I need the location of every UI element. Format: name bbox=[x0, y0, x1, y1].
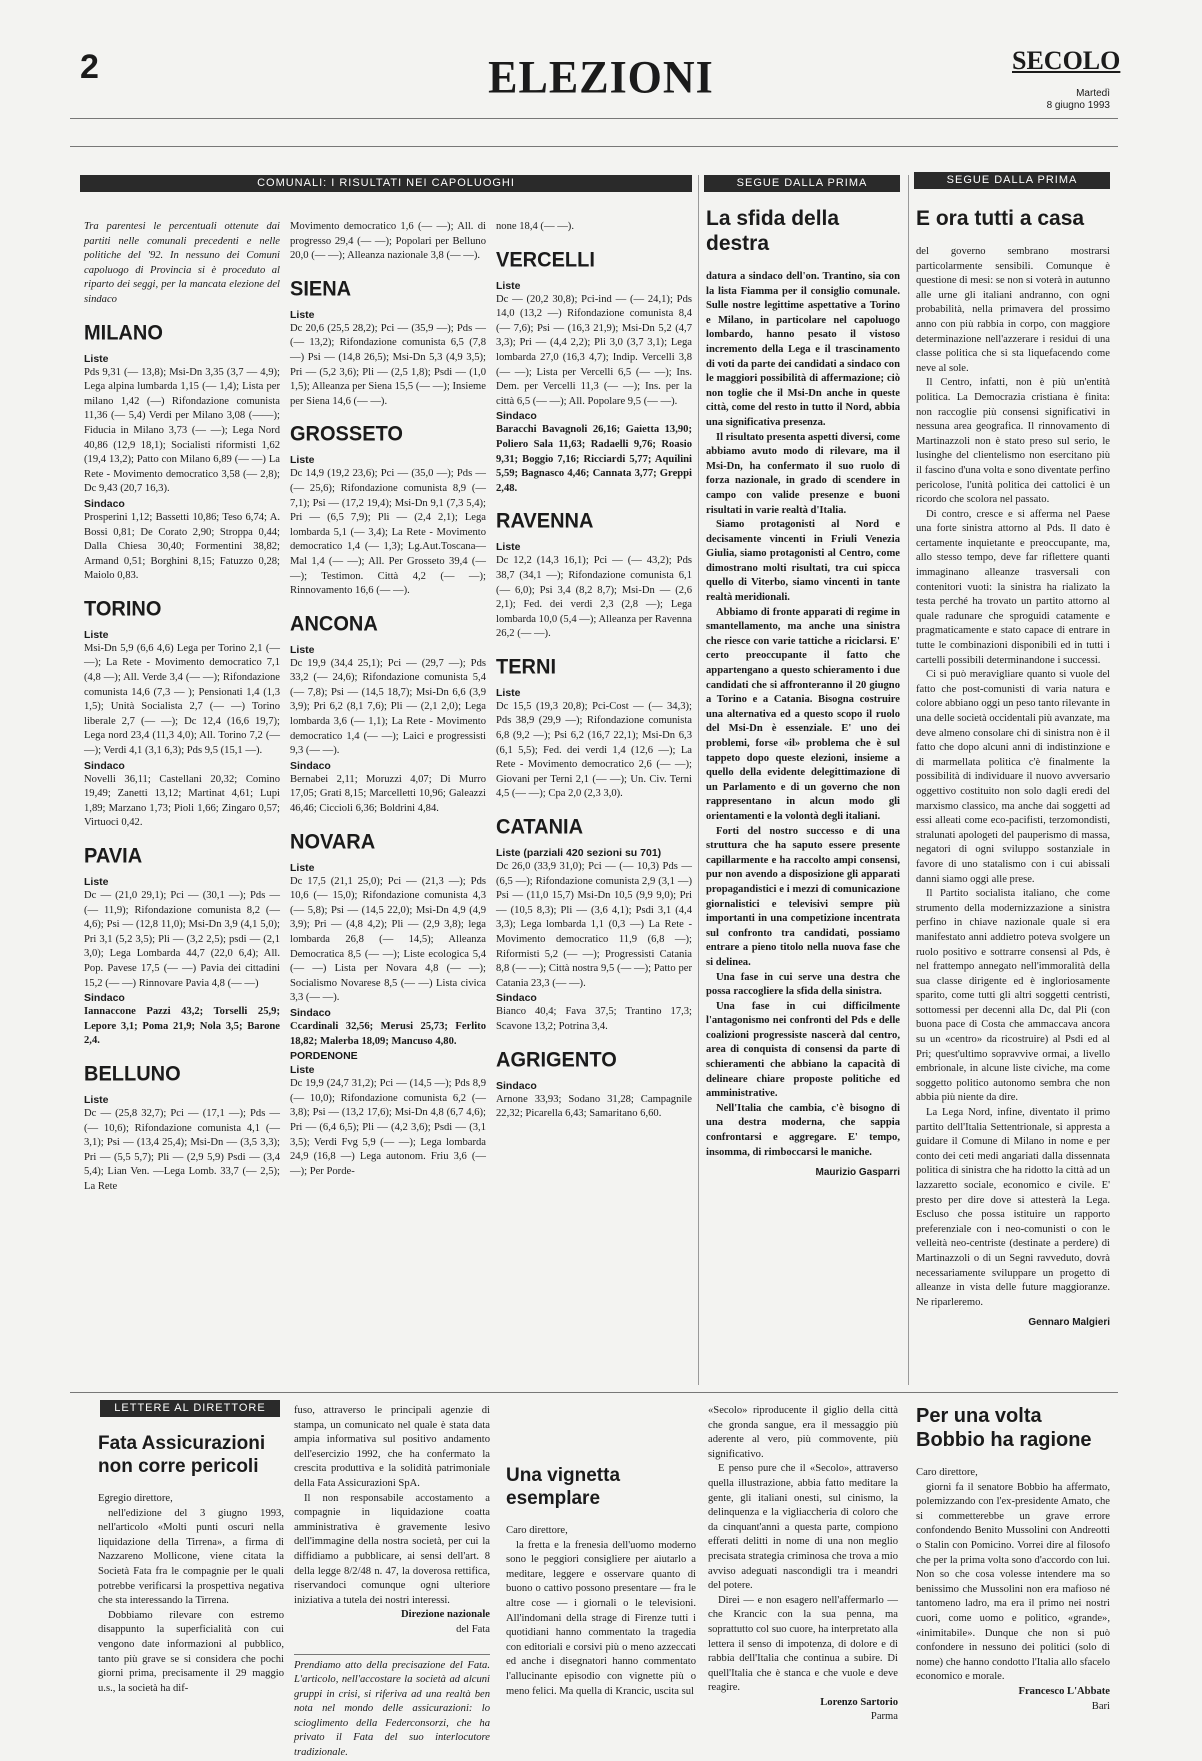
article2-signature: Gennaro Malgieri bbox=[1028, 1317, 1110, 1329]
agrigento-sindaco: Arnone 33,93; Sodano 31,28; Campagnile 22,32; Picarella 6,43; Samaritano 6,60. bbox=[496, 1093, 692, 1120]
letter-vignetta-signature: Lorenzo Sartorio bbox=[820, 1696, 898, 1708]
article1-paragraph: Il risultato presenta aspetti diversi, come abbiamo avuto modo di rilevare, ma il Msi-Dn, ha confermato il suo ruolo di forza nazionale, in grado di scendere in campo con valide presenze e buoni risultati in varie realtà d'Italia. bbox=[706, 431, 900, 516]
results-column-3 bbox=[496, 220, 692, 1376]
letter-fata-col1 bbox=[98, 1424, 284, 1729]
article2-paragraph: Ci si può meravigliare quanto si vuole del fatto che post-comunisti di varia natura e colore abbiano oggi un peso tanto rilevante in una delle società occidentali più avanzate, ma deve almeno consolare chi di sinistra non è il fatto che dopo alcuni anni di indistinzione e di marmellata politica c'è finalmente la possibilità di individuare il nuovo avversario oggettivo costituito non solo dagli eredi del marxismo classico, ma anche dai soggetti ad essi alleati come eco-pacifisti, terzomondisti, stralunati apologeti del pauperismo di massa, negatori di ogni sviluppo sostanziale in favore di uno statalismo con i cui abissali danni siamo oggi alle prese. bbox=[916, 669, 1110, 885]
section-title: ELEZIONI bbox=[488, 51, 714, 104]
letter-fata-paragraph: Il non responsabile accostamento a compagnie in liquidazione coatta amministrativa è gravemente lesivo dell'immagine della nostra società, per cui la diffidiamo a pubblicare, ai sensi dell'art. 8 della legge 8/2/48 n. 47, la doverosa rettifica, riservandoci comunque ogni ulteriore iniziativa a tutela dei nostri interessi. bbox=[294, 1492, 490, 1606]
catania-liste: Dc 26,0 (33,9 31,0); Pci — (— 10,3) Pds — (6,5 —); Rifondazione comunista 2,9 (3,1 —) Psi — (11,0 15,7) Msi-Dn 10,5 (9,9 9,0); Pri — (10,5 8,3); Pli — (3,6 4,1); Psdi 3,1 (4,4 3,3); Lega lombarda 1,1 (0,3 —) La Rete - Movimento democratico 11,9 (6,8 —); Riformisti 5,2 (— —); Progressisti Catania 8,8 (— —); Città nostra 9,5 (— —); Patto per Catania 23,3 (— —). bbox=[496, 861, 692, 989]
terni-liste-label: Liste bbox=[496, 686, 521, 699]
city-novara: NOVARA bbox=[290, 830, 376, 854]
dateline-date: 8 giugno 1993 bbox=[1046, 100, 1110, 111]
siena-liste-label: Liste bbox=[290, 308, 315, 321]
letters-rule bbox=[70, 1392, 1118, 1393]
article1-band: SEGUE DALLA PRIMA bbox=[704, 175, 900, 192]
article2-paragraph: del governo sembrano mostrarsi particolarmente sensibili. Comunque è questione di mesi: se non si voterà in autunno alle urne gli italiani andranno, con ogni probabilità, nella primavera del prossimo anno con più rabbia in corpo, con maggiore determinazione nell'azzerare i residui di una classe politica che si sta liquefacendo come neve al sole. bbox=[916, 246, 1110, 374]
torino-sindaco-label: Sindaco bbox=[84, 759, 125, 772]
article2-paragraph: Di contro, cresce e si afferma nel Paese una forte sinistra attorno al Pds. Il dato è certamente inquietante e preoccupante, ma, allo stesso tempo, deve far riflettere quanti immaginano alleanze trasversali con contenitori vuoti: la sinistra ha rializato la testa perché ha trovato un partito attorno al quale radunare che sproguidi catamente e pragmaticamente e stato capace di entrare in tutte le combinazioni disponibili ed in tutti i cartelli possibili determinandone i successi. bbox=[916, 508, 1110, 666]
header-rule bbox=[70, 118, 1118, 119]
pordenone-liste: Dc 19,9 (24,7 31,2); Pci — (14,5 —); Pds 8,9 (— 10,0); Rifondazione comunista 6,2 (— 3,8); Psi — (13,2 17,6); Msi-Dn 4,8 (6,7 4,6); Pri — (6,4 6,5); Pli — (4,2 3,6); Psdi — (3,1 3,5); Verdi Fvg 5,9 (— —); Lega lombarda 24,9 (16,8 —) Lega autonom. Friu 3,6 (— —); Per Porde- bbox=[290, 1078, 486, 1177]
letter-bobbio-salutation: Caro direttore, bbox=[916, 1467, 978, 1478]
pavia-sindaco-label: Sindaco bbox=[84, 992, 125, 1005]
letter-fata-headline: Fata Assicurazioni non corre pericoli bbox=[98, 1433, 266, 1477]
ancona-liste-label: Liste bbox=[290, 643, 315, 656]
letter-fata-salutation: Egregio direttore, bbox=[98, 1493, 173, 1504]
letter-bobbio-city: Bari bbox=[1091, 1700, 1110, 1712]
article1-paragraph: Abbiamo di fronte apparati di regime in smantellamento, ma anche una sinistra che riesce con varie tattiche a riciclarsi. E' certo preoccupante il fatto che appartengano a questo schieramento i due candidati che si affronteranno il 20 giugno a Torino e a Catania. Bisogna costruire una alternativa ed a questo scopo il ruolo del Msi-Dn è essenziale. E' uno dei problemi, forse «il» problema che è sul tappeto dopo queste elezioni, insieme a quello della evidente delegittimazione di un Parlamento e di un governo che non rappresentano in alcun modo gli orientamenti e la volontà degli italiani. bbox=[706, 606, 900, 822]
letter-fata-signature-org: del Fata bbox=[456, 1623, 490, 1635]
letter-fata-paragraph: Dobbiamo rilevare con estremo disappunto la superficialità con cui vengono date informazioni al pubblico, tanto più grave se si considera che pochi giorni prima, precisamente il 29 maggio u.s., la società ha dif- bbox=[98, 1609, 284, 1694]
letters-band: LETTERE AL DIRETTORE bbox=[100, 1400, 280, 1417]
belluno-liste: Dc — (25,8 32,7); Pci — (17,1 —); Pds — (— 10,6); Rifondazione comunista 4,1 (— 3,1); Psi — (13,4 25,4); Msi-Dn — (3,5 3,3); Pri — (5,5 5,7); Pli — (2,9 5,9) Psdi — (3,4 5,4); Lian Ven. —Lega Lomb. 33,7 (— 2,5); La Rete bbox=[84, 1107, 280, 1192]
letter-bobbio-paragraph: giorni fa il senatore Bobbio ha affermato, polemizzando con l'ex-presidente Amato, che si commetterebbe un grave errore confondendo Benito Mussolini con Andreotti o Stalin con Pomicino. Vorrei dire al filosofo che per la prima volta sono d'accordo con lui. Non so che cosa volesse intendere ma so benissimo che Mussolini non era mafioso né tantomeno ladro, ma era il primo nei nostri cuori, come uomo e politico, «grande», «inimitabile». Dunque che non si può confondere in nessuno dei politici (solo di nome) che hanno condotto l'Italia allo sfacelo economico e morale. bbox=[916, 1481, 1110, 1683]
newspaper-logo: SECOLO bbox=[1012, 46, 1121, 75]
terni-liste: Dc 15,5 (19,3 20,8); Pci-Cost — (— 34,3); Pds 38,9 (29,9 —); Rifondazione comunista 6,8 (9,2 —); Psi 6,2 (16,7 22,1); Msi-Dn 6,3 (6,1 5,5); Fed. dei verdi 1,4 (12,6 —); La Rete - Movimento democratico 2,6 (— —); Giovani per Terni 2,1 (— —); Un. Civ. Terni 4,5 (— —); Cpa 2,0 (2,3 3,0). bbox=[496, 700, 692, 800]
city-ancona: ANCONA bbox=[290, 612, 378, 636]
dateline bbox=[1012, 88, 1110, 112]
city-vercelli: VERCELLI bbox=[496, 248, 595, 272]
column-divider bbox=[698, 175, 699, 1385]
pavia-sindaco: Iannaccone Pazzi 43,2; Torselli 25,9; Lepore 3,1; Poma 21,9; Nola 3,5; Barone 2,4. bbox=[84, 1006, 280, 1047]
city-grosseto: GROSSETO bbox=[290, 422, 403, 446]
results-column-2 bbox=[290, 220, 486, 1376]
ancona-liste: Dc 19,9 (34,4 25,1); Pci — (29,7 —); Pds 33,2 (— 24,6); Rifondazione comunista 5,4 (— 7,8); Psi — (14,5 18,7); Msi-Dn 6,6 (3,9 3,9); Pri 6,2 (8,1 7,6); Pli — (2,1 2,0); Lega lombarda 3,6 (— 1,1); La Rete - Movimento democratico 1,4 (— —); Laici e progressisti 9,3 (— —). bbox=[290, 657, 486, 757]
catania-liste-label: Liste (parziali 420 sezioni su 701) bbox=[496, 847, 662, 860]
letter-bobbio bbox=[916, 1404, 1110, 1734]
column-divider bbox=[908, 175, 909, 1385]
ravenna-liste: Dc 12,2 (14,3 16,1); Pci — (— 43,2); Pds 38,7 (34,1 —); Rifondazione comunista 6,1 (— 6,0); Psi 3,4 (8,2 8,7); Msi-Dn — (2,6 2,1); Fed. dei verdi 2,3 (2,8 —); Lega lombarda 10,0 (5,4 —); Alleanza per Ravenna 26,2 (— —). bbox=[496, 555, 692, 640]
vercelli-sindaco-label: Sindaco bbox=[496, 410, 537, 423]
letter-vignetta-paragraph: «Secolo» riproducente il giglio della città che gronda sangue, era il messaggio più aderente al vero, più commovente, più significativo. bbox=[708, 1405, 898, 1460]
vercelli-liste-label: Liste bbox=[496, 279, 521, 292]
catania-sindaco: Bianco 40,4; Fava 37,5; Trantino 17,3; Scavone 13,2; Potrina 3,4. bbox=[496, 1006, 692, 1032]
novara-sindaco: Ccardinali 32,56; Merusi 25,73; Ferlito 18,82; Malerba 18,09; Mancuso 4,80. bbox=[290, 1020, 486, 1047]
city-milano: MILANO bbox=[84, 321, 163, 345]
article2-paragraph: Il Partito socialista italiano, che come strumento della modernizzazione a sinistra perfino in chiave nazionale quale si era manifestato anni addietro poteva svolgere un ruolo positivo e sottrarre consensi al Pds, è nel frattempo annegato nell'immoralità della sua classe dirigente ed è ingloriosamente sparito, come tutti gli altri soggetti centristi, sottomessi per decenni alla Dc, dal Pli (con buona pace di Costa che ammaccava ancora su un «centro» da ricostruire) al Psdi ed al Pri; quest'ultimo sopravvive ormai, a livello embrionale, in alcune liste civiche, ma come soggetto politico autonomo sembra che non abbia più niente da dire. bbox=[916, 888, 1110, 1104]
pavia-liste: Dc — (21,0 29,1); Pci — (30,1 —); Pds — (— 11,9); Rifondazione comunista 8,2 (— 4,6); Psi — (12,8 11,0); Msi-Dn 3,9 (4,1 5,0); Pri 3,1 (5,2 3,5); Pli — (3,2 2,5); psdi — (2,1 3,0); Lega Lombarda 44,7 (22,0 6,4); All. Pop. Pavese 17,5 (— —) Pavia dei cittadini 15,2 (— —) Rinnovare Pavia 4,8 (— —) bbox=[84, 890, 280, 989]
letter-fata-col2 bbox=[294, 1404, 490, 1759]
grosseto-liste: Dc 14,9 (19,2 23,6); Pci — (35,0 —); Pds — (— 25,6); Rifondazione comunista 8,9 (— 7,1); Psi — (17,2 19,4); Msi-Dn 9,1 (7,3 5,4); Pri — (6,5 7,9); Pli — (2,4 2,1); Lega lombarda 5,1 (— 3,4); La Rete - Movimento democratico 1,4 (— 1,3); Lg.Aut.Toscana—Mal 1,4 (— —); All. Per Grosseto 39,4 (— —); Testimon. Città 4,2 (— —); Rinnovamento 16,6 (— —). bbox=[290, 468, 486, 597]
milano-liste: Pds 9,31 (— 13,8); Msi-Dn 3,35 (3,7 — 4,9); Lega alpina lumbarda 1,15 (— 1,4); Lista per milano 1,42 (—) Rifondazione comunista 11,36 (— 5,4) Verdi per Milano 3,08 (——); Fiducia in Milano 3,73 (— —); Lega Nord 40,86 (12,9 18,1); Socialisti riformisti 1,62 (19,4 13,2); Patto con Milano 6,89 (— —) La Rete - Movimento democratico 3,58 (— 2,8); Dc 9,43 (20,7 16,3). bbox=[84, 366, 280, 495]
results-intro: Tra parentesi le percentuali ottenute dai partiti nelle comunali precedenti e nelle politiche del '92. In nessuno dei Comuni capoluogo di Provincia si è proceduto al riparto dei seggi, per la mancata elezione del sindaco bbox=[84, 221, 280, 305]
letter-fata-editor-note: Prendiamo atto della precisazione del Fata. L'articolo, nell'accostare la società ad alcuni gruppi in crisi, si riferiva ad una realtà ben nota nel mondo delle assicurazioni: lo scioglimento della Federconsorzi, che ha privato il Fata del suo interlocutore tradizionale. bbox=[294, 1654, 490, 1761]
page-number: 2 bbox=[80, 48, 99, 86]
article1-lead: datura a sindaco dell'on. Trantino, sia con la lista Fiamma per il consiglio comunale. Sulle nostre legittime aspettative a Torino e Milano, in particolare nel capoluogo lombardo, hanno pesato il vistoso incremento della Lega e il trascinamento di voti da parte dei candidati a sindaco con le maggiori possibilità di affermazione; ciò non toglie che il Msi-Dn anche in queste città, come del resto in tutto il Nord, abbia una significativa presenza. bbox=[706, 271, 900, 428]
article1-paragraph: Nell'Italia che cambia, c'è bisogno di una destra moderna, che sappia confrontarsi e aggregare. E' tempo, insomma, di rimboccarsi le maniche. bbox=[706, 1102, 900, 1158]
article1-paragraph: Forti del nostro successo e di una struttura che ha saputo essere presente capillarmente e ha raccolto ampi consensi, pur non avendo a disposizione gli apparati propagandistici e i mezzi di comunicazione giornalistici e televisivi sempre più importanti in una competizione incentrata sul confronto tra candidati, possiamo entrare a pieno titolo nella nuova fase che si delinea. bbox=[706, 825, 900, 968]
pordenone-liste-label: Liste bbox=[290, 1064, 315, 1077]
letter-bobbio-headline: Per una volta Bobbio ha ragione bbox=[916, 1405, 1092, 1451]
milano-sindaco: Prosperini 1,12; Bassetti 10,86; Teso 6,74; A. Bossi 0,81; De Corato 2,90; Stroppa 0,44; Dalla Chiesa 30,40; Formentini 38,82; Armand 0,51; Borghini 8,15; Fatuzzo 0,28; Maiolo 0,83. bbox=[84, 511, 280, 582]
novara-liste: Dc 17,5 (21,1 25,0); Pci — (21,3 —); Pds 10,6 (— 15,0); Rifondazione comunista 4,3 (— 5,8); Psi — (14,5 22,0); Msi-Dn 4,9 (4,9 3,9); Pri — (4,8 4,2); Pli — (2,9 3,8); lega lombarda 26,8 (— 14,5); Alleanza Democratica 8,5 (— —); Liste ecologica 5,4 (— —) Lista per Novara 4,8 (— —); Socialismo Novarese 8,5 (— —) Lista civica 3,3 (— —). bbox=[290, 875, 486, 1004]
article1-paragraph: Siamo protagonisti al Nord e decisamente vincenti in Friuli Venezia Giulia, siamo protagonisti al Centro, come dimostrano molti risultati, tra cui spicca quello di Viterbo, siamo vincenti in tante realtà meridionali. bbox=[706, 519, 900, 604]
letter-vignetta-city: Parma bbox=[870, 1711, 898, 1723]
milano-liste-label: Liste bbox=[84, 352, 109, 365]
article2-headline: E ora tutti a casa bbox=[916, 207, 1085, 230]
catania-sindaco-label: Sindaco bbox=[496, 992, 537, 1005]
novara-liste-label: Liste bbox=[290, 861, 315, 874]
ancona-sindaco-label: Sindaco bbox=[290, 759, 331, 772]
article-la-sfida bbox=[706, 198, 900, 1388]
torino-liste: Msi-Dn 5,9 (6,6 4,6) Lega per Torino 2,1 (— —); La Rete - Movimento democratico 7,1 (4,8 —); All. Verde 3,4 (— —); Rifondazione comunista 14,6 (7,3 — ); Pensionati 1,4 (1,3 1,5); Unità Socialista 2,7 (— —) Torino liberale 2,7 (— —); Dc 12,4 (16,6 19,7); Lega nord 23,4 (11,3 4,0); All. Torino 7,2 (— —); Verdi 4,1 (3,1 6,3); Pds 9,5 (15,1 —). bbox=[84, 642, 280, 757]
belluno-liste-continued: Movimento democratico 1,6 (— —); All. di progresso 29,4 (— —); Popolari per Belluno 20,0 (— —); Alleanza nazionale 3,8 (— —). bbox=[290, 221, 486, 262]
agrigento-sindaco-label: Sindaco bbox=[496, 1079, 537, 1092]
torino-sindaco: Novelli 36,11; Castellani 20,32; Comino 19,49; Zanetti 13,12; Martinat 4,61; Lupi 1,89; Marzano 1,73; Pioli 1,66; Zingaro 0,57; Virtuoci 0,42. bbox=[84, 773, 280, 829]
letter-fata-paragraph: nell'edizione del 3 giugno 1993, nell'articolo «Molti punti oscuri nella liquidazione della Tirrena», a firma di Nazzareno Mollicone, viene citata la Società Fata fra le compagnie per le quali potrebbe verificarsi la prospettiva negativa che sta interessando la Tirrena. bbox=[98, 1507, 284, 1607]
city-torino: TORINO bbox=[84, 597, 162, 621]
dateline-day: Martedì bbox=[1076, 88, 1110, 99]
city-terni: TERNI bbox=[496, 655, 556, 679]
vercelli-liste: Dc — (20,2 30,8); Pci-ind — (— 24,1); Pds 14,0 (13,2 —) Rifondazione comunista 8,4 (— 7,6); Psi — (16,3 21,9); Msi-Dn 5,2 (4,7 3,3); Pri — (4,4 2,2); Pli 3,0 (3,7 3,1); Lega lombarda 27,0 (16,3 4,7); Indip. Vercelli 3,8 (— —); Lista per Vercelli 6,5 (— —); Ins. Dem. per Vercelli 11,3 (— —); Ins. per la città 6,5 (— —); All. Popolare 9,5 (— —). bbox=[496, 293, 692, 407]
results-band: COMUNALI: I RISULTATI NEI CAPOLUOGHI bbox=[80, 175, 692, 192]
letter-vignetta-col2 bbox=[708, 1404, 898, 1729]
vercelli-sindaco: Baracchi Bavagnoli 26,16; Gaietta 13,90; Poliero Sala 11,63; Radaelli 9,76; Roasio 9,31; Boggio 7,16; Ricciardi 5,77; Aquilini 5,59; Bagnasco 4,46; Cannata 3,77; Greppi 2,48. bbox=[496, 424, 692, 494]
article1-headline: La sfida della destra bbox=[706, 207, 840, 255]
ravenna-liste-label: Liste bbox=[496, 541, 521, 554]
article2-paragraph: La Lega Nord, infine, diventato il primo partito dell'Italia Settentrionale, si appresta a guidare il Comune di Milano in nome e per conto dei ceti medi angariati dalla dissennata politica di sinistra che ha ridotto la città ad un lazzaretto sociale, economico e civile. E' presto per dire dove si attesterà la Lega. Escluso che possa istituire un rapporto preferenziale con i neo-comunisti o con le velleità neo-centriste (destinate a perdere) di Martinazzoli o di un Segni ravveduto, dovrà necessariamente sviluppare un progetto di alleanze in vista delle future maggioranze. Ne riparleremo. bbox=[916, 1107, 1110, 1308]
city-belluno: BELLUNO bbox=[84, 1062, 181, 1086]
city-ravenna: RAVENNA bbox=[496, 509, 594, 533]
article1-signature: Maurizio Gasparri bbox=[815, 1167, 900, 1179]
letter-vignetta-paragraph: E penso pure che il «Secolo», attraverso quella illustrazione, abbia fatto meditare la gente, gli italiani onesti, sul cinismo, la delinquenza e la vigliaccheria di coloro che da cinquant'anni a questa parte, compiono efferati delitti in nome di una non meglio precisata strategia criminosa che trova a mio avviso adeguati nascondigli tra i meandri del potere. bbox=[708, 1463, 898, 1592]
pavia-liste-label: Liste bbox=[84, 876, 109, 888]
belluno-liste-label: Liste bbox=[84, 1093, 109, 1106]
ancona-sindaco: Bernabei 2,11; Moruzzi 4,07; Di Murro 17,05; Grati 8,15; Marcelletti 10,96; Galeazzi 46,46; Ciccioli 6,36; Boldrini 4,84. bbox=[290, 773, 486, 815]
milano-sindaco-label: Sindaco bbox=[84, 497, 125, 510]
torino-liste-label: Liste bbox=[84, 628, 109, 641]
results-column-1 bbox=[84, 198, 280, 1376]
city-siena: SIENA bbox=[290, 277, 352, 301]
article2-paragraph: Il Centro, infatti, non è più un'entità politica. La Democrazia cristiana è finita: non raccoglie più consensi significativi in nessuna area geografica. Il rinnovamento di Martinazzoli non è stato preso sul serio, le lusinghe del clientelismo non esercitano più il fascino d'una volta e sono diventate perfino pericolose, l'unità politica dei cattolici è un ricordo che scolora nel passato. bbox=[916, 377, 1110, 506]
article-e-ora-tutti-a-casa bbox=[916, 198, 1110, 1388]
city-catania: CATANIA bbox=[496, 815, 584, 839]
article2-band: SEGUE DALLA PRIMA bbox=[914, 172, 1110, 189]
frame-top-rule bbox=[70, 146, 1118, 147]
article1-paragraph: Una fase in cui difficilmente l'antagonismo nei confronti del Pds e delle coalizioni progressiste nascerà dal centro, area di conquista di consensi da parte di schieramenti che abbiano la capacità di delineare chiare proposte politiche ed amministrative. bbox=[706, 1000, 900, 1100]
grosseto-liste-label: Liste bbox=[290, 454, 315, 467]
letter-vignetta-salutation: Caro direttore, bbox=[506, 1525, 568, 1536]
novara-sindaco-label: Sindaco bbox=[290, 1006, 331, 1019]
letter-bobbio-signature: Francesco L'Abbate bbox=[1018, 1685, 1110, 1697]
letter-vignetta-paragraph: Direi — e non esagero nell'affermarlo — che Krancic con la sua penna, ma soprattutto col suo cuore, ha interpretato alla lettera il senso di impotenza, di dolore e di rabbia dell'Italia che continua a subire. Di quell'Italia che è stanca e che vuole e deve reagire. bbox=[708, 1594, 898, 1694]
city-pordenone: PORDENONE bbox=[290, 1050, 358, 1063]
pordenone-liste-continued: none 18,4 (— —). bbox=[496, 221, 574, 232]
letter-vignetta-headline: Una vignetta esemplare bbox=[506, 1465, 621, 1509]
city-agrigento: AGRIGENTO bbox=[496, 1048, 617, 1072]
siena-liste: Dc 20,6 (25,5 28,2); Pci — (35,9 —); Pds — (— 13,2); Rifondazione comunista 6,5 (7,8 —) Psi — (14,8 26,5); Msi-Dn 5,3 (4,9 3,5); Pri — (5,2 3,6); Pli — (2,5 1,8); Psdi — (1,0 1,5); Alleanza per Siena 15,5 (— —); Insieme per Siena 14,6 (— —). bbox=[290, 322, 486, 407]
letter-vignetta-col1 bbox=[506, 1404, 696, 1729]
letter-fata-paragraph: fuso, attraverso le principali agenzie di stampa, un comunicato nel quale è stata data ampia informativa sul positivo andamento dell'esercizio 1992, che ha confermato la crescita produttiva e la solidità patrimoniale della Fata Assicurazioni SpA. bbox=[294, 1405, 490, 1489]
letter-fata-signature: Direzione nazionale bbox=[401, 1609, 490, 1621]
article1-paragraph: Una fase in cui serve una destra che possa raccogliere la sfida della sinistra. bbox=[706, 971, 900, 998]
city-pavia: PAVIA bbox=[84, 844, 143, 868]
letter-vignetta-paragraph: la fretta e la frenesia dell'uomo moderno sono le peggiori consigliere per aiutarlo a meditare, leggere e osservare quanto di buono o cattivo possono presentare — fra le altre cose — i giornali o le televisioni. All'indomani della strage di Firenze tutti i quotidiani hanno commentato la tragedia con editoriali e corsivi più o meno azzeccati ed anche i disegnatori hanno commentato l'allucinante episodio con vignette più o meno felici. Ma quella di Krancic, uscita sul bbox=[506, 1539, 696, 1697]
